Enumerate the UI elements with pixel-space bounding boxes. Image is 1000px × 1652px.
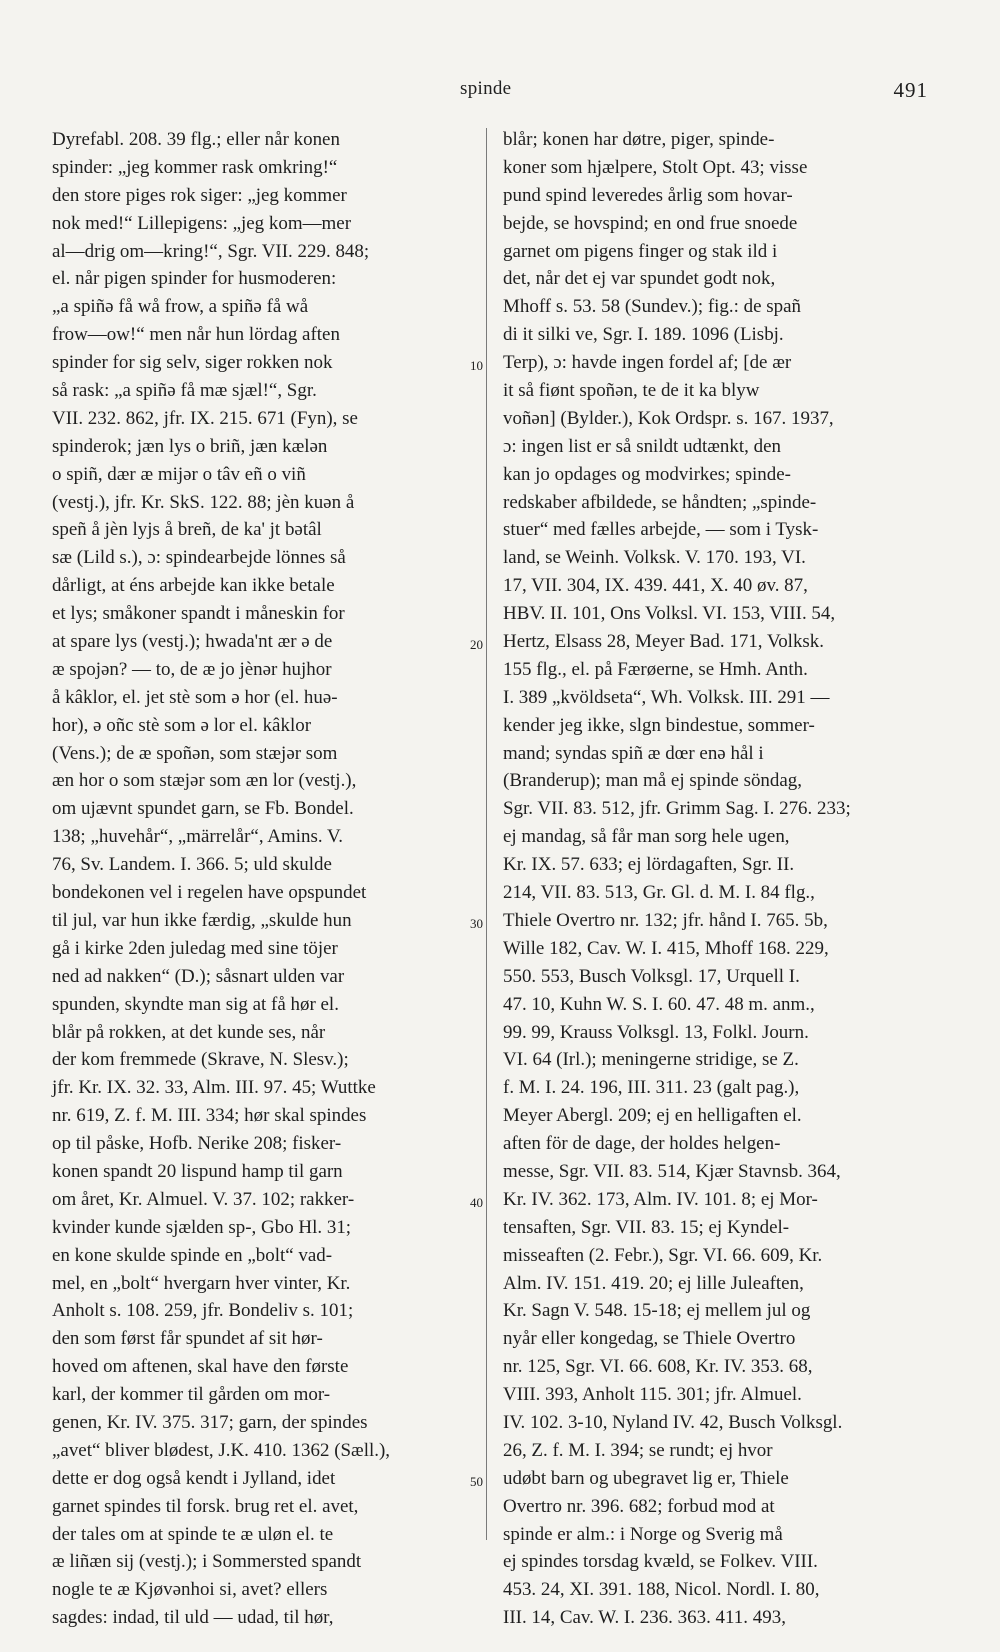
left-column xyxy=(52,126,482,1632)
text-line: bejde, se hovspind; en ond frue snoede xyxy=(503,212,798,234)
text-line: den som først får spundet af sit hør- xyxy=(52,1328,323,1350)
text-line: mel, en „bolt“ hvergarn hver vinter, Kr. xyxy=(52,1272,351,1294)
text-line: æ liñæn sij (vestj.); i Sommersted spandt xyxy=(52,1551,362,1573)
text-line: ej spindes torsdag kvæld, se Folkev. VIII. xyxy=(503,1551,818,1573)
text-line: kvinder kunde sjælden sp-, Gbo Hl. 31; xyxy=(52,1216,352,1238)
line-number-10: 10 xyxy=(470,358,483,373)
text-line: at spare lys (vestj.); hwada'nt ær ə de xyxy=(52,631,333,653)
running-headword: spinde xyxy=(460,78,512,99)
text-line: nr. 619, Z. f. M. III. 334; hør skal spindes xyxy=(52,1105,367,1127)
line-number-20: 20 xyxy=(470,637,483,652)
text-line: nogle te æ Kjøvənhoi si, avet? ellers xyxy=(52,1579,328,1601)
text-line: spinder for sig selv, siger rokken nok xyxy=(52,352,333,374)
text-line: sæ (Lild s.), ɔ: spindearbejde lönnes så xyxy=(52,547,346,569)
text-line: I. 389 „kvöldseta“, Wh. Volksk. III. 291 — xyxy=(503,686,830,708)
text-line: voñən] (Bylder.), Kok Ordspr. s. 167. 1937, xyxy=(503,407,834,429)
text-line: der tales om at spinde te æ uløn el. te xyxy=(52,1523,334,1545)
text-line: 99. 99, Krauss Volksgl. 13, Folkl. Journ. xyxy=(503,1021,809,1043)
text-line: al—drig om—kring!“, Sgr. VII. 229. 848; xyxy=(52,240,370,262)
text-line: det, når det ej var spundet godt nok, xyxy=(503,268,776,290)
text-line: nyår eller kongedag, se Thiele Overtro xyxy=(503,1328,796,1350)
text-line: VIII. 393, Anholt 115. 301; jfr. Almuel. xyxy=(503,1384,802,1406)
page-number: 491 xyxy=(893,78,928,102)
text-line: VI. 64 (Irl.); meningerne stridige, se Z. xyxy=(503,1049,799,1071)
text-line: „a spiñə få wå frow, a spiñə få wå xyxy=(52,296,309,318)
text-line: der kom fremmede (Skrave, N. Slesv.); xyxy=(52,1049,349,1071)
text-line: Kr. Sagn V. 548. 15-18; ej mellem jul og xyxy=(503,1300,811,1322)
line-number-40: 40 xyxy=(470,1195,483,1210)
text-line: Mhoff s. 53. 58 (Sundev.); fig.: de spañ xyxy=(503,296,802,318)
text-line: hor), ə oñc stè som ə lor el. kâklor xyxy=(52,714,312,736)
text-line: Kr. IV. 362. 173, Alm. IV. 101. 8; ej Mor- xyxy=(503,1188,818,1210)
text-line: IV. 102. 3-10, Nyland IV. 42, Busch Volksgl. xyxy=(503,1411,843,1433)
text-line: Terp), ɔ: havde ingen fordel af; [de ær xyxy=(503,352,792,374)
text-line: spunden, skyndte man sig at få hør el. xyxy=(52,993,339,1015)
text-line: en kone skulde spinde en „bolt“ vad- xyxy=(52,1244,333,1266)
text-line: (Vens.); de æ spoñən, som stæjər som xyxy=(52,742,338,764)
text-line: 155 flg., el. på Færøerne, se Hmh. Anth. xyxy=(503,658,808,680)
text-line: å kâklor, el. jet stè som ə hor (el. huə- xyxy=(52,686,338,708)
text-line: kender jeg ikke, slgn bindestue, sommer- xyxy=(503,714,815,736)
text-line: Meyer Abergl. 209; ej en helligaften el. xyxy=(503,1105,802,1127)
text-line: Alm. IV. 151. 419. 20; ej lille Juleaften, xyxy=(503,1272,804,1294)
text-line: spinderok; jæn lys o briñ, jæn kælən xyxy=(52,435,328,457)
text-line: frow—ow!“ men når hun lördag aften xyxy=(52,324,340,346)
text-line: „avet“ bliver blødest, J.K. 410. 1362 (Sæll.), xyxy=(52,1439,391,1461)
text-line: ej mandag, så får man sorg hele ugen, xyxy=(503,826,790,848)
text-line: gå i kirke 2den juledag med sine töjer xyxy=(52,937,338,959)
text-line: et lys; småkoner spandt i måneskin for xyxy=(52,603,345,625)
right-column xyxy=(503,126,933,1632)
text-line: til jul, var hun ikke færdig, „skulde hun xyxy=(52,909,352,931)
text-line: æ spojən? — to, de æ jo jènər hujhor xyxy=(52,658,332,680)
text-line: æn hor o som stæjər som æn lor (vestj.), xyxy=(52,770,357,792)
text-line: 453. 24, XI. 391. 188, Nicol. Nordl. I. 80, xyxy=(503,1579,820,1601)
text-line: 138; „huvehår“, „märrelår“, Amins. V. xyxy=(52,826,343,848)
line-number-30: 30 xyxy=(470,916,483,931)
text-line: Anholt s. 108. 259, jfr. Bondeliv s. 101; xyxy=(52,1300,354,1322)
text-line: bondekonen vel i regelen have opspundet xyxy=(52,882,367,904)
text-line: konen spandt 20 lispund hamp til garn xyxy=(52,1160,343,1182)
text-line: Wille 182, Cav. W. I. 415, Mhoff 168. 229, xyxy=(503,937,829,959)
text-line: mand; syndas spiñ æ dœr enə hål i xyxy=(503,742,764,764)
text-line: udøbt barn og ubegravet lig er, Thiele xyxy=(503,1467,789,1489)
line-number-50: 50 xyxy=(470,1474,483,1489)
text-line: spinde er alm.: i Norge og Sverig må xyxy=(503,1523,783,1545)
text-line: redskaber afbildede, se håndten; „spinde- xyxy=(503,491,817,513)
text-line: VII. 232. 862, jfr. IX. 215. 671 (Fyn), se xyxy=(52,407,358,429)
text-line: Sgr. VII. 83. 512, jfr. Grimm Sag. I. 276. 233; xyxy=(503,798,851,820)
text-line: ned ad nakken“ (D.); såsnart ulden var xyxy=(52,965,345,987)
text-line: it så fiønt spoñən, te de it ka blyw xyxy=(503,380,760,402)
text-line: genen, Kr. IV. 375. 317; garn, der spindes xyxy=(52,1411,368,1433)
text-line: Overtro nr. 396. 682; forbud mod at xyxy=(503,1495,775,1517)
text-line: blår på rokken, at det kunde ses, når xyxy=(52,1021,326,1043)
text-line: sagdes: indad, til uld — udad, til hør, xyxy=(52,1607,334,1629)
text-line: di it silki ve, Sgr. I. 189. 1096 (Lisbj. xyxy=(503,324,784,346)
text-line: 550. 553, Busch Volksgl. 17, Urquell I. xyxy=(503,965,800,987)
text-line: om ujævnt spundet garn, se Fb. Bondel. xyxy=(52,798,354,820)
text-line: 26, Z. f. M. I. 394; se rundt; ej hvor xyxy=(503,1439,773,1461)
text-line: III. 14, Cav. W. I. 236. 363. 411. 493, xyxy=(503,1607,786,1629)
running-head xyxy=(0,78,1000,102)
text-line: garnet spindes til forsk. brug ret el. avet, xyxy=(52,1495,359,1517)
text-line: nok med!“ Lillepigens: „jeg kom—mer xyxy=(52,212,352,234)
text-line: koner som hjælpere, Stolt Opt. 43; visse xyxy=(503,156,808,178)
text-line: ɔ: ingen list er så snildt udtænkt, den xyxy=(503,435,782,457)
text-line: 76, Sv. Landem. I. 366. 5; uld skulde xyxy=(52,854,332,876)
text-line: blår; konen har døtre, piger, spinde- xyxy=(503,129,775,150)
text-line: 214, VII. 83. 513, Gr. Gl. d. M. I. 84 flg., xyxy=(503,882,815,904)
text-line: dette er dog også kendt i Jylland, idet xyxy=(52,1467,336,1489)
text-line: messe, Sgr. VII. 83. 514, Kjær Stavnsb. 364, xyxy=(503,1160,841,1182)
text-line: op til påske, Hofb. Nerike 208; fisker- xyxy=(52,1133,342,1155)
text-line: f. M. I. 24. 196, III. 311. 23 (galt pag.), xyxy=(503,1077,800,1099)
text-line: jfr. Kr. IX. 32. 33, Alm. III. 97. 45; Wuttke xyxy=(52,1077,376,1099)
text-line: 47. 10, Kuhn W. S. I. 60. 47. 48 m. anm., xyxy=(503,993,815,1015)
text-line: Kr. IX. 57. 633; ej lördagaften, Sgr. II. xyxy=(503,854,795,876)
text-line: om året, Kr. Almuel. V. 37. 102; rakker- xyxy=(52,1188,355,1210)
text-line: karl, der kommer til gården om mor- xyxy=(52,1384,331,1406)
text-line: aften för de dage, der holdes helgen- xyxy=(503,1133,781,1155)
text-line: el. når pigen spinder for husmoderen: xyxy=(52,268,337,290)
text-line: pund spind leveredes årlig som hovar- xyxy=(503,184,793,206)
text-line: dårligt, at éns arbejde kan ikke betale xyxy=(52,575,335,597)
text-line: o spiñ, dær æ mijər o tâv eñ o viñ xyxy=(52,463,306,485)
text-line: nr. 125, Sgr. VI. 66. 608, Kr. IV. 353. 68, xyxy=(503,1356,813,1378)
text-line: Hertz, Elsass 28, Meyer Bad. 171, Volksk. xyxy=(503,631,825,653)
text-line: Thiele Overtro nr. 132; jfr. hånd I. 765. 5b, xyxy=(503,909,828,931)
text-line: så rask: „a spiñə få mæ sjæl!“, Sgr. xyxy=(52,380,317,402)
text-line: den store piges rok siger: „jeg kommer xyxy=(52,184,347,206)
text-line: spinder: „jeg kommer rask omkring!“ xyxy=(52,156,338,178)
text-line: garnet om pigens finger og stak ild i xyxy=(503,240,778,262)
text-line: speñ å jèn lyjs å breñ, de ka' jt bətâl xyxy=(52,519,322,541)
text-line: tensaften, Sgr. VII. 83. 15; ej Kyndel- xyxy=(503,1216,790,1238)
text-line: (Branderup); man må ej spinde söndag, xyxy=(503,770,803,792)
text-line: kan jo opdages og modvirkes; spinde- xyxy=(503,463,792,485)
text-line: HBV. II. 101, Ons Volksl. VI. 153, VIII. 54, xyxy=(503,603,836,625)
text-line: stuer“ med fælles arbejde, — som i Tysk- xyxy=(503,519,819,541)
text-line: land, se Weinh. Volksk. V. 170. 193, VI. xyxy=(503,547,806,569)
text-line: (vestj.), jfr. Kr. SkS. 122. 88; jèn kuən å xyxy=(52,491,355,513)
text-line: misseaften (2. Febr.), Sgr. VI. 66. 609, Kr. xyxy=(503,1244,823,1266)
text-line: hoved om aftenen, skal have den første xyxy=(52,1356,349,1378)
text-line: 17, VII. 304, IX. 439. 441, X. 40 øv. 87, xyxy=(503,575,808,597)
text-line: Dyrefabl. 208. 39 flg.; eller når konen xyxy=(52,129,340,150)
